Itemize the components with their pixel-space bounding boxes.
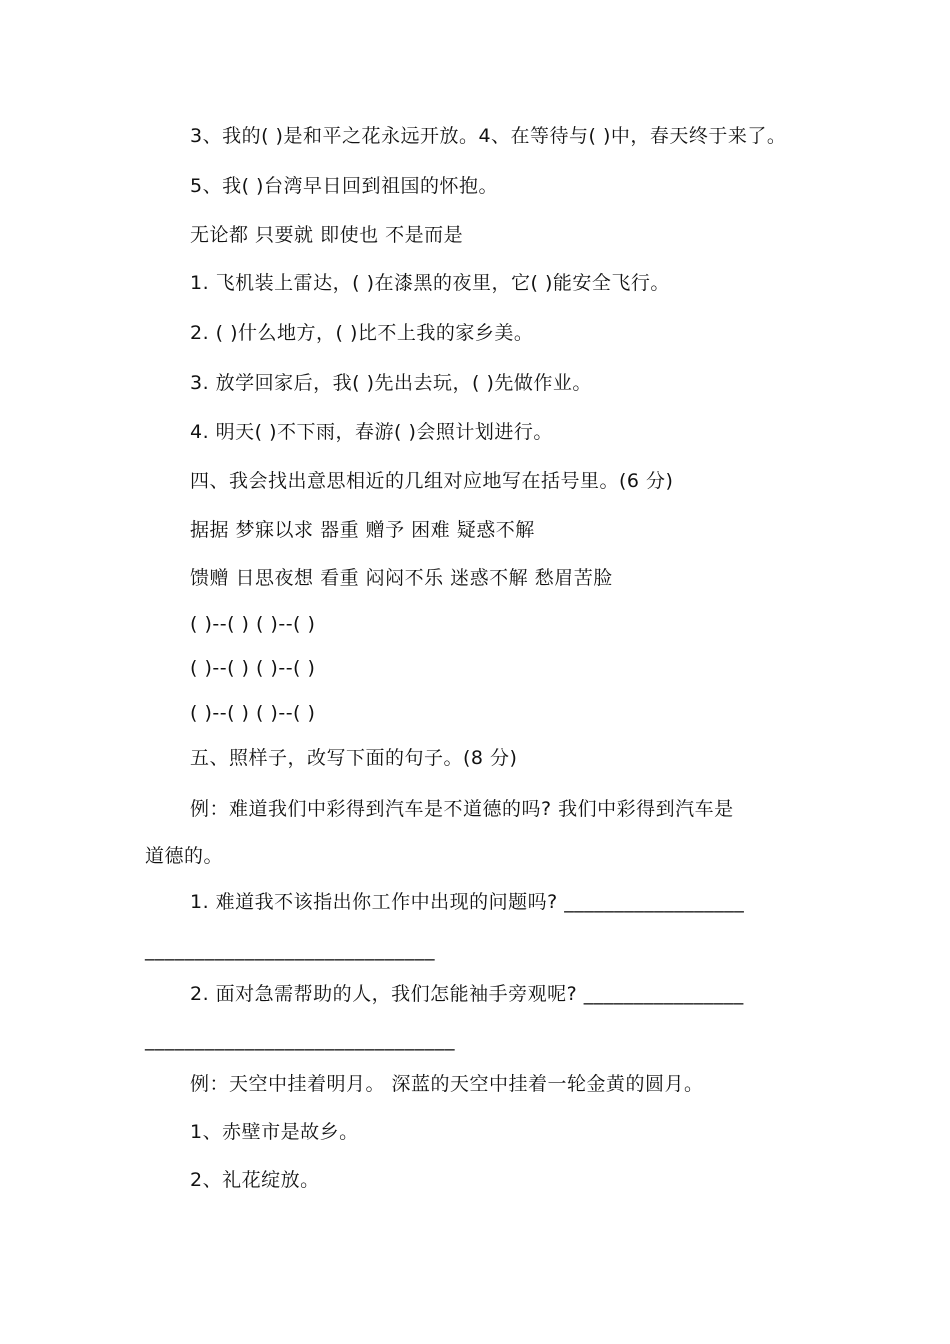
expand-question-2: 2、礼花绽放。 — [190, 1169, 320, 1191]
conjunction-options: 无论都 只要就 即使也 不是而是 — [190, 224, 464, 246]
match-blank-row-3: ( )--( ) ( )--( ) — [190, 702, 316, 724]
example-2: 例：天空中挂着明月。 深蓝的天空中挂着一轮金黄的圆月。 — [190, 1073, 704, 1095]
rewrite-question-2: 2. 面对急需帮助的人，我们怎能袖手旁观呢? ________________ — [190, 983, 744, 1005]
word-list-2: 馈赠 日思夜想 看重 闷闷不乐 迷惑不解 愁眉苦脸 — [190, 567, 613, 589]
section-5-heading: 五、照样子，改写下面的句子。(8 分) — [190, 747, 518, 769]
match-blank-row-2: ( )--( ) ( )--( ) — [190, 657, 316, 679]
fill-blank-line-3-4: 3、我的( )是和平之花永远开放。4、在等待与( )中，春天终于来了。 — [190, 125, 787, 147]
conjunction-question-4: 4. 明天( )不下雨，春游( )会照计划进行。 — [190, 421, 553, 443]
conjunction-question-3: 3. 放学回家后，我( )先出去玩，( )先做作业。 — [190, 372, 592, 394]
example-1-line-1: 例：难道我们中彩得到汽车是不道德的吗? 我们中彩得到汽车是 — [190, 798, 734, 820]
word-list-1: 据据 梦寐以求 器重 赠予 困难 疑惑不解 — [190, 519, 535, 541]
rewrite-question-1: 1. 难道我不该指出你工作中出现的问题吗? __________________ — [190, 891, 745, 913]
section-4-heading: 四、我会找出意思相近的几组对应地写在括号里。(6 分) — [190, 470, 674, 492]
answer-line-1: _____________________________ — [145, 939, 435, 961]
example-1-line-2: 道德的。 — [145, 845, 224, 867]
answer-line-2: _______________________________ — [145, 1029, 455, 1051]
conjunction-question-1: 1. 飞机装上雷达，( )在漆黑的夜里，它( )能安全飞行。 — [190, 272, 670, 294]
fill-blank-line-5: 5、我( )台湾早日回到祖国的怀抱。 — [190, 175, 498, 197]
conjunction-question-2: 2. ( )什么地方，( )比不上我的家乡美。 — [190, 322, 534, 344]
match-blank-row-1: ( )--( ) ( )--( ) — [190, 613, 316, 635]
expand-question-1: 1、赤壁市是故乡。 — [190, 1121, 359, 1143]
